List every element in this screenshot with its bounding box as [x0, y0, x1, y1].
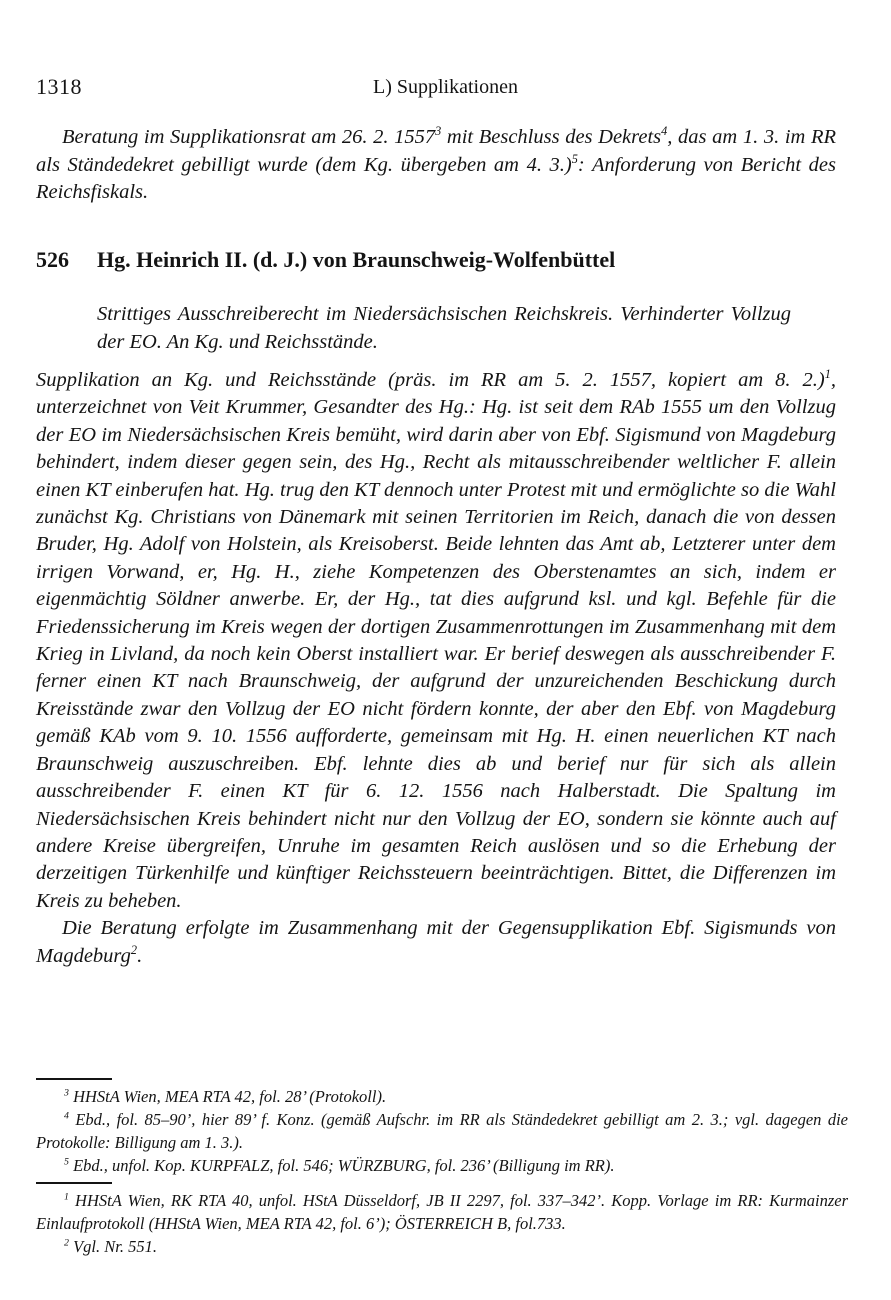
entry-title: Hg. Heinrich II. (d. J.) von Braunschweig-Wolfenbüttel — [97, 247, 616, 272]
footnote-separator-rule — [36, 1182, 112, 1184]
footnote-block-upper — [36, 1078, 848, 1177]
body-paragraph: Die Beratung erfolgte im Zusammenhang mit der Gegensupplikation Ebf. Sigismunds von Magdeburg$^2$. — [36, 917, 836, 967]
entry-heading — [36, 246, 848, 274]
body-paragraph: Supplikation an Kg. und Reichsstände (präs. im RR am 5. 2. 1557, kopiert am 8. 2.)$^1$, unterzeichnet von Veit Krummer, Gesandter des Hg.: Hg. ist seit dem RAb 1555 um den Vollzug der EO im Niedersächsischen Kreis bemüht, wird darin aber von Ebf. Sigismund von Magdeburg behindert, indem dieser gegen sein, des Hg., Recht als mitausschreibender weltlicher F. allein einen KT einberufen hat. Hg. trug den KT dennoch unter Protest mit und ermöglichte so die Wahl zunächst Kg. Christians von Dänemark mit seinen Territorien im Reich, danach die von dessen Bruder, Hg. Adolf von Holstein, als Kreisoberst. Beide lehnten das Amt ab, Letzterer unter dem irrigen Vorwand, er, Hg. H., ziehe Kompetenzen des Oberstenamtes an sich, indem er eigenmächtig Söldner anwerbe. Er, der Hg., tat dies aufgrund ksl. und kgl. Befehle für die Friedenssicherung im Kreis wegen der dortigen Zusammenrottungen im Zusammenhang mit dem Krieg in Livland, da noch kein Oberst installiert war. Er berief deswegen als ausschreibender F. ferner einen KT nach Braunschweig, der aufgrund der unzureichenden Beschickung durch Kreisstände zwar den Vollzug der EO nicht fördern konnte, der aber den Ebf. von Magdeburg gemäß KAb vom 9. 10. 1556 aufforderte, gemeinsam mit Hg. H. einen neuerlichen KT nach Braunschweig auszuschreiben. Ebf. lehnte dies ab und berief nur für sich als allein ausschreibender F. einen KT für 6. 12. 1556 nach Halberstadt. Die Spaltung im Niedersächsischen Kreis behindert nicht nur den Vollzug der EO, sondern sie könnte auch auf andere Kreise übergreifen, Unruhe im gesamten Reich auslösen und so die Erhebung der derzeitigen Türkenhilfe und künftiger Reichssteuern beeinträchtigen. Bittet, die Differenzen im Kreis zu beheben. — [36, 367, 836, 912]
entry-summary: Strittiges Ausschreiberecht im Niedersächsischen Reichskreis. Verhinderter Vollzug der EO. An Kg. und Reichsstände. — [97, 303, 791, 353]
entry-number: 526 — [36, 247, 69, 272]
footnote: $^4$ Ebd., fol. 85–90’, hier 89’ f. Konz. (gemäß Aufschr. im RR als Ständedekret gebilligt am 2. 3.; vgl. dagegen die Protokolle: Billigung am 1. 3.). — [36, 1110, 848, 1152]
footnote: $^1$ HHStA Wien, RK RTA 40, unfol. HStA Düsseldorf, JB II 2297, fol. 337–342’. Kopp. Vorlage im RR: Kurmainzer Einlaufprotokoll (HHStA Wien, MEA RTA 42, fol. 6’); ÖSTERREICH B, fol.733. — [36, 1191, 848, 1233]
entry-body — [36, 367, 836, 970]
running-header-title: L) Supplikationen — [373, 76, 518, 98]
page-number: 1318 — [36, 74, 82, 99]
footnote-separator-rule — [36, 1078, 112, 1080]
running-head — [0, 74, 891, 104]
footnote: $^2$ Vgl. Nr. 551. — [64, 1237, 157, 1256]
footnote: $^5$ Ebd., unfol. Kop. KURPFALZ, fol. 546; WÜRZBURG, fol. 236’ (Billigung im RR). — [64, 1156, 615, 1175]
intro-paragraph: Beratung im Supplikationsrat am 26. 2. 1557$^3$ mit Beschluss des Dekrets$^4$, das am 1. 3. im RR als Ständedekret gebilligt wurde (dem Kg. übergeben am 4. 3.)$^5$: Anforderung von Bericht des Reichsfiskals. — [36, 124, 837, 203]
footnote: $^3$ HHStA Wien, MEA RTA 42, fol. 28’ (Protokoll). — [64, 1087, 387, 1106]
footnote-block-lower — [36, 1182, 848, 1258]
